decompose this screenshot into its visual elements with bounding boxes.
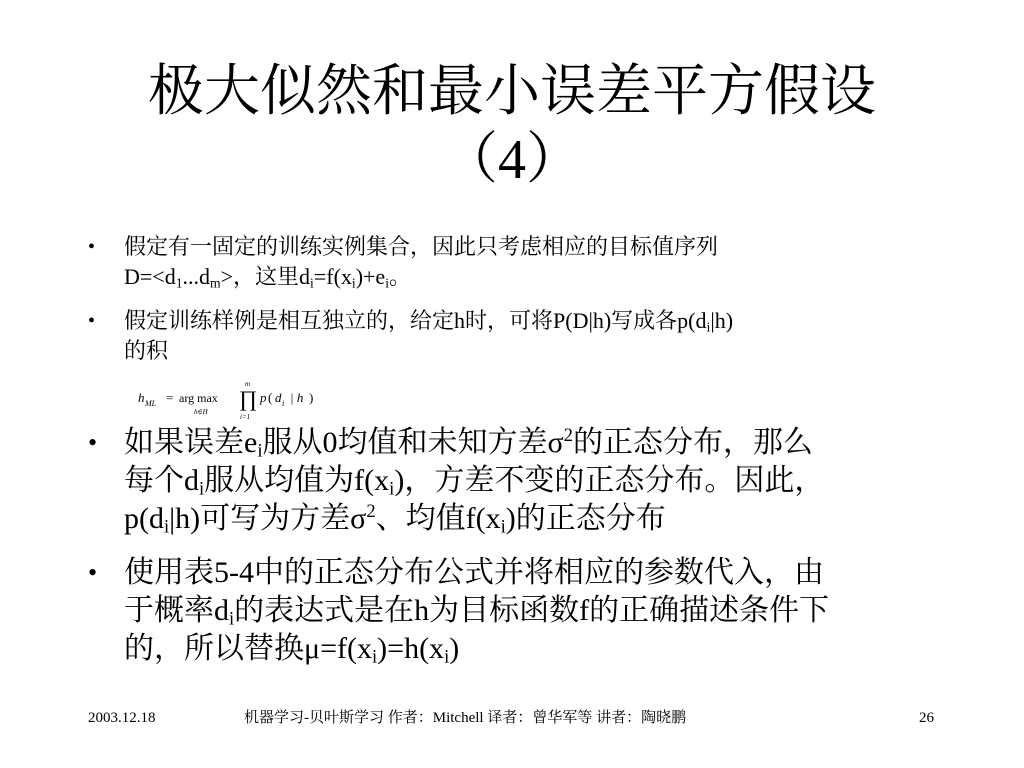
subscript: i	[199, 478, 205, 500]
subscript: i	[444, 646, 450, 668]
bullet3-text-part: )的正态分布	[505, 502, 666, 535]
bullet1-text-part: 。	[389, 264, 412, 289]
bullet-text-4	[124, 554, 944, 668]
bullet3-text-part: )，方差不变的正态分布。因此，	[394, 464, 825, 497]
subscript: i	[257, 440, 263, 462]
subscript: i	[389, 478, 395, 500]
formula-argmax: arg max	[179, 391, 218, 405]
bullet4-text-part: 于概率d	[124, 594, 229, 627]
bullet4-text-part: )=h(x	[377, 632, 445, 665]
bullet3-text-part: 如果误差e	[124, 426, 258, 459]
bullet-text-3	[124, 424, 944, 538]
footer-date: 2003.12.18	[88, 710, 156, 726]
footer-course-info: 机器学习-贝叶斯学习 作者：Mitchell 译者：曾华军等 讲者：陶晓鹏	[244, 710, 687, 726]
subscript: i	[351, 275, 356, 291]
bullet3-text-part: 的正态分布，那么	[572, 426, 813, 459]
bullet-marker: •	[88, 558, 98, 587]
bullet2-text-part: |h)	[710, 308, 734, 333]
formula-product-lower: i=1	[240, 413, 251, 421]
bullet-marker: •	[88, 236, 96, 258]
formula-product-upper: m	[245, 380, 251, 388]
ml-hypothesis-formula	[134, 377, 354, 423]
formula-d-subscript: i	[282, 399, 285, 408]
superscript: 2	[563, 424, 573, 446]
bullet1-text-part: =f(x	[313, 264, 352, 289]
slide-title	[60, 58, 964, 194]
subscript: i	[385, 275, 389, 291]
formula-argmax-subscript: h∈H	[194, 408, 208, 416]
subscript: i	[371, 646, 378, 668]
bullet3-text-part: 服从0均值和未知方差σ	[262, 426, 564, 459]
bullet-marker: •	[88, 428, 98, 457]
formula-p: p	[260, 390, 267, 405]
formula-lhs-subscript: ML	[145, 399, 157, 408]
bullet3-text-part: |h)可写为方差σ	[169, 502, 367, 535]
bullet1-line1: 假定有一固定的训练实例集合，因此只考虑相应的目标值序列	[124, 234, 719, 259]
bullet1-text-part: D=<d	[124, 264, 176, 289]
bullet4-text-part: )	[449, 632, 460, 665]
bullet1-text-part: ...d	[182, 264, 211, 289]
title-line-2: （4）	[442, 129, 582, 191]
bullet4-text-part: 的，所以替换μ=f(x	[124, 632, 372, 665]
bullet3-text-part: 服从均值为f(x	[204, 464, 390, 497]
bullet4-line1: 使用表5-4中的正态分布公式并将相应的参数代入，由	[124, 556, 824, 589]
subscript: i	[310, 275, 314, 291]
formula-equals: =	[166, 390, 174, 405]
bullet1-text-part: )+e	[355, 264, 386, 289]
bullet-marker: •	[88, 310, 96, 332]
formula-product-symbol: ∏	[239, 386, 258, 411]
subscript: i	[500, 516, 506, 538]
bullet3-text-part: 、均值f(x	[375, 502, 501, 535]
subscript: 1	[175, 275, 183, 291]
subscript: m	[210, 275, 221, 291]
formula-paren-open: (	[268, 390, 273, 405]
bullet2-text-part: 假定训练样例是相互独立的，给定h时，可将P(D|h)写成各p(d	[124, 308, 707, 333]
formula-lhs: h	[138, 390, 145, 405]
formula-paren-close: )	[309, 390, 314, 405]
subscript: i	[229, 608, 235, 630]
subscript: i	[164, 516, 170, 538]
title-line-1: 极大似然和最小误差平方假设	[148, 61, 876, 123]
formula-given-h: | h	[290, 390, 304, 405]
bullet2-line2: 的积	[124, 338, 169, 363]
formula-d: d	[275, 390, 282, 405]
subscript: i	[706, 319, 711, 335]
bullet4-text-part: 的表达式是在h为目标函数f的正确描述条件下	[234, 594, 830, 627]
footer-page-number: 26	[919, 710, 934, 726]
bullet3-text-part: 每个d	[124, 464, 199, 497]
bullet-text-2	[124, 306, 944, 366]
superscript: 2	[366, 500, 376, 522]
bullet1-text-part: >，这里d	[220, 264, 311, 289]
bullet3-text-part: p(d	[124, 502, 164, 535]
bullet-text-1	[124, 232, 944, 292]
